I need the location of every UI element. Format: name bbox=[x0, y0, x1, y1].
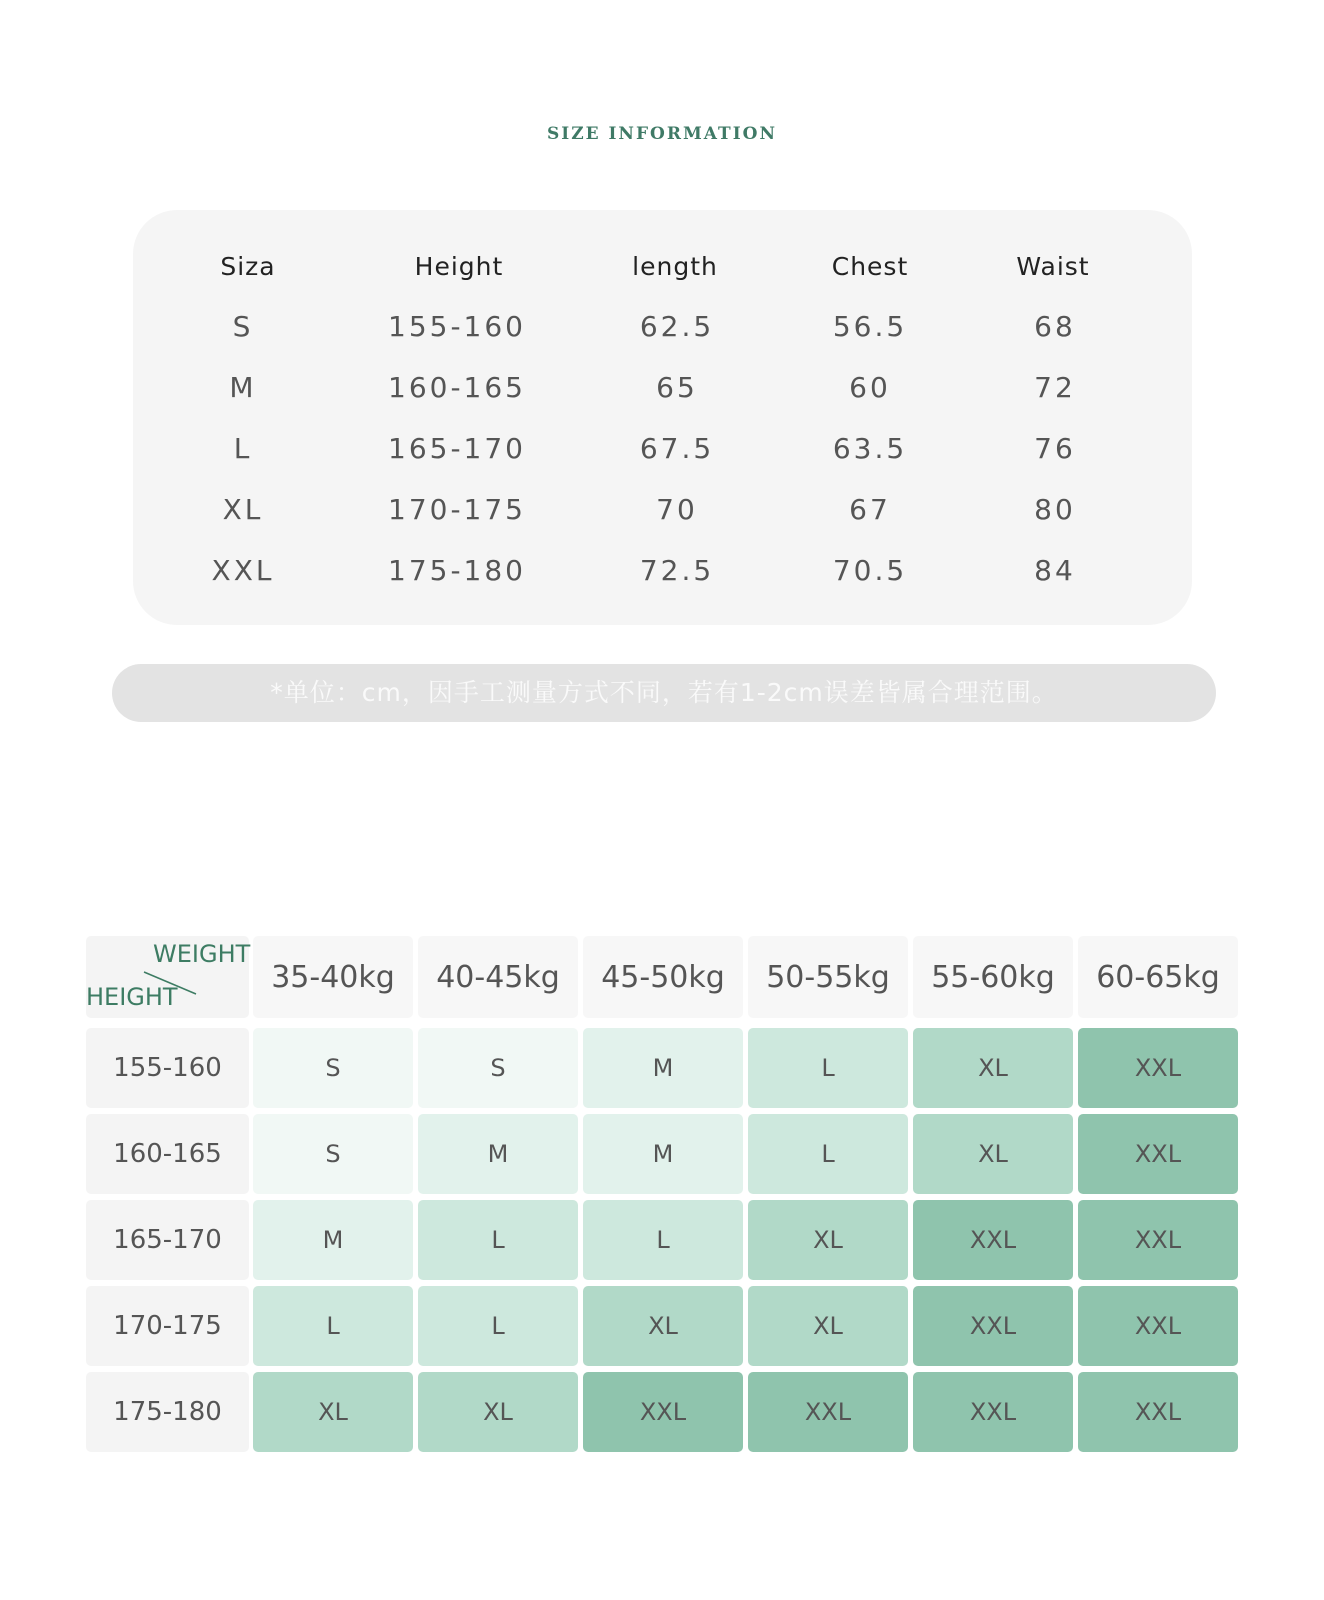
height-row-header: 165-170 bbox=[86, 1200, 249, 1280]
size-cell: S bbox=[253, 1028, 413, 1108]
size-cell: XXL bbox=[913, 1200, 1073, 1280]
table-cell: 80 bbox=[1034, 493, 1076, 526]
size-cell: XL bbox=[913, 1114, 1073, 1194]
table-cell: XL bbox=[222, 493, 264, 526]
matrix-corner bbox=[86, 936, 249, 1018]
size-cell: XL bbox=[748, 1286, 908, 1366]
table-cell: 67 bbox=[849, 493, 891, 526]
weight-column-header: 35-40kg bbox=[253, 936, 413, 1018]
weight-column-header: 60-65kg bbox=[1078, 936, 1238, 1018]
size-cell: S bbox=[418, 1028, 578, 1108]
height-row-header: 160-165 bbox=[86, 1114, 249, 1194]
table-cell: 76 bbox=[1034, 432, 1076, 465]
table-cell: 70.5 bbox=[832, 554, 908, 587]
page-title: SIZE INFORMATION bbox=[546, 124, 778, 144]
size-cell: XXL bbox=[913, 1286, 1073, 1366]
size-table bbox=[133, 210, 1192, 625]
size-cell: S bbox=[253, 1114, 413, 1194]
size-cell: XL bbox=[253, 1372, 413, 1452]
size-cell: XXL bbox=[1078, 1028, 1238, 1108]
size-cell: XL bbox=[913, 1028, 1073, 1108]
table-cell: 67.5 bbox=[639, 432, 715, 465]
table-cell: 65 bbox=[656, 371, 698, 404]
size-cell: XXL bbox=[1078, 1372, 1238, 1452]
weight-axis-label: WEIGHT bbox=[153, 940, 251, 968]
table-cell: S bbox=[232, 310, 254, 343]
size-col-header: Siza bbox=[220, 252, 276, 281]
height-axis-label: HEIGHT bbox=[86, 983, 178, 1011]
size-cell: M bbox=[583, 1114, 743, 1194]
weight-column-header: 45-50kg bbox=[583, 936, 743, 1018]
size-cell: L bbox=[253, 1286, 413, 1366]
table-cell: XXL bbox=[211, 554, 275, 587]
size-cell: L bbox=[748, 1028, 908, 1108]
table-cell: L bbox=[233, 432, 253, 465]
size-cell: XL bbox=[583, 1286, 743, 1366]
table-cell: 175-180 bbox=[388, 554, 526, 587]
waist-col-header: Waist bbox=[1016, 252, 1090, 281]
table-cell: 62.5 bbox=[639, 310, 715, 343]
height-row-header: 170-175 bbox=[86, 1286, 249, 1366]
size-cell: XXL bbox=[748, 1372, 908, 1452]
size-cell: XXL bbox=[913, 1372, 1073, 1452]
table-cell: 56.5 bbox=[832, 310, 908, 343]
size-cell: M bbox=[583, 1028, 743, 1108]
size-cell: XL bbox=[418, 1372, 578, 1452]
size-cell: L bbox=[748, 1114, 908, 1194]
height-col-header: Height bbox=[414, 252, 504, 281]
size-cell: XL bbox=[748, 1200, 908, 1280]
table-cell: 72.5 bbox=[639, 554, 715, 587]
weight-column-header: 40-45kg bbox=[418, 936, 578, 1018]
table-cell: 63.5 bbox=[832, 432, 908, 465]
table-cell: 165-170 bbox=[388, 432, 526, 465]
size-cell: L bbox=[583, 1200, 743, 1280]
table-cell: M bbox=[229, 371, 257, 404]
table-cell: 72 bbox=[1034, 371, 1076, 404]
size-cell: XXL bbox=[583, 1372, 743, 1452]
size-cell: L bbox=[418, 1200, 578, 1280]
size-cell: XXL bbox=[1078, 1114, 1238, 1194]
size-cell: M bbox=[418, 1114, 578, 1194]
table-cell: 170-175 bbox=[388, 493, 526, 526]
table-cell: 70 bbox=[656, 493, 698, 526]
size-cell: XXL bbox=[1078, 1286, 1238, 1366]
measurement-note-text: *单位：cm，因手工测量方式不同，若有1-2cm误差皆属合理范围。 bbox=[270, 678, 1058, 707]
table-cell: 68 bbox=[1034, 310, 1076, 343]
weight-column-header: 50-55kg bbox=[748, 936, 908, 1018]
weight-column-header: 55-60kg bbox=[913, 936, 1073, 1018]
table-cell: 60 bbox=[849, 371, 891, 404]
table-cell: 84 bbox=[1034, 554, 1076, 587]
table-cell: 155-160 bbox=[388, 310, 526, 343]
length-col-header: length bbox=[632, 252, 718, 281]
size-cell: L bbox=[418, 1286, 578, 1366]
size-cell: XXL bbox=[1078, 1200, 1238, 1280]
size-cell: M bbox=[253, 1200, 413, 1280]
height-row-header: 155-160 bbox=[86, 1028, 249, 1108]
table-cell: 160-165 bbox=[388, 371, 526, 404]
chest-col-header: Chest bbox=[831, 252, 909, 281]
height-row-header: 175-180 bbox=[86, 1372, 249, 1452]
measurement-note bbox=[112, 664, 1216, 722]
